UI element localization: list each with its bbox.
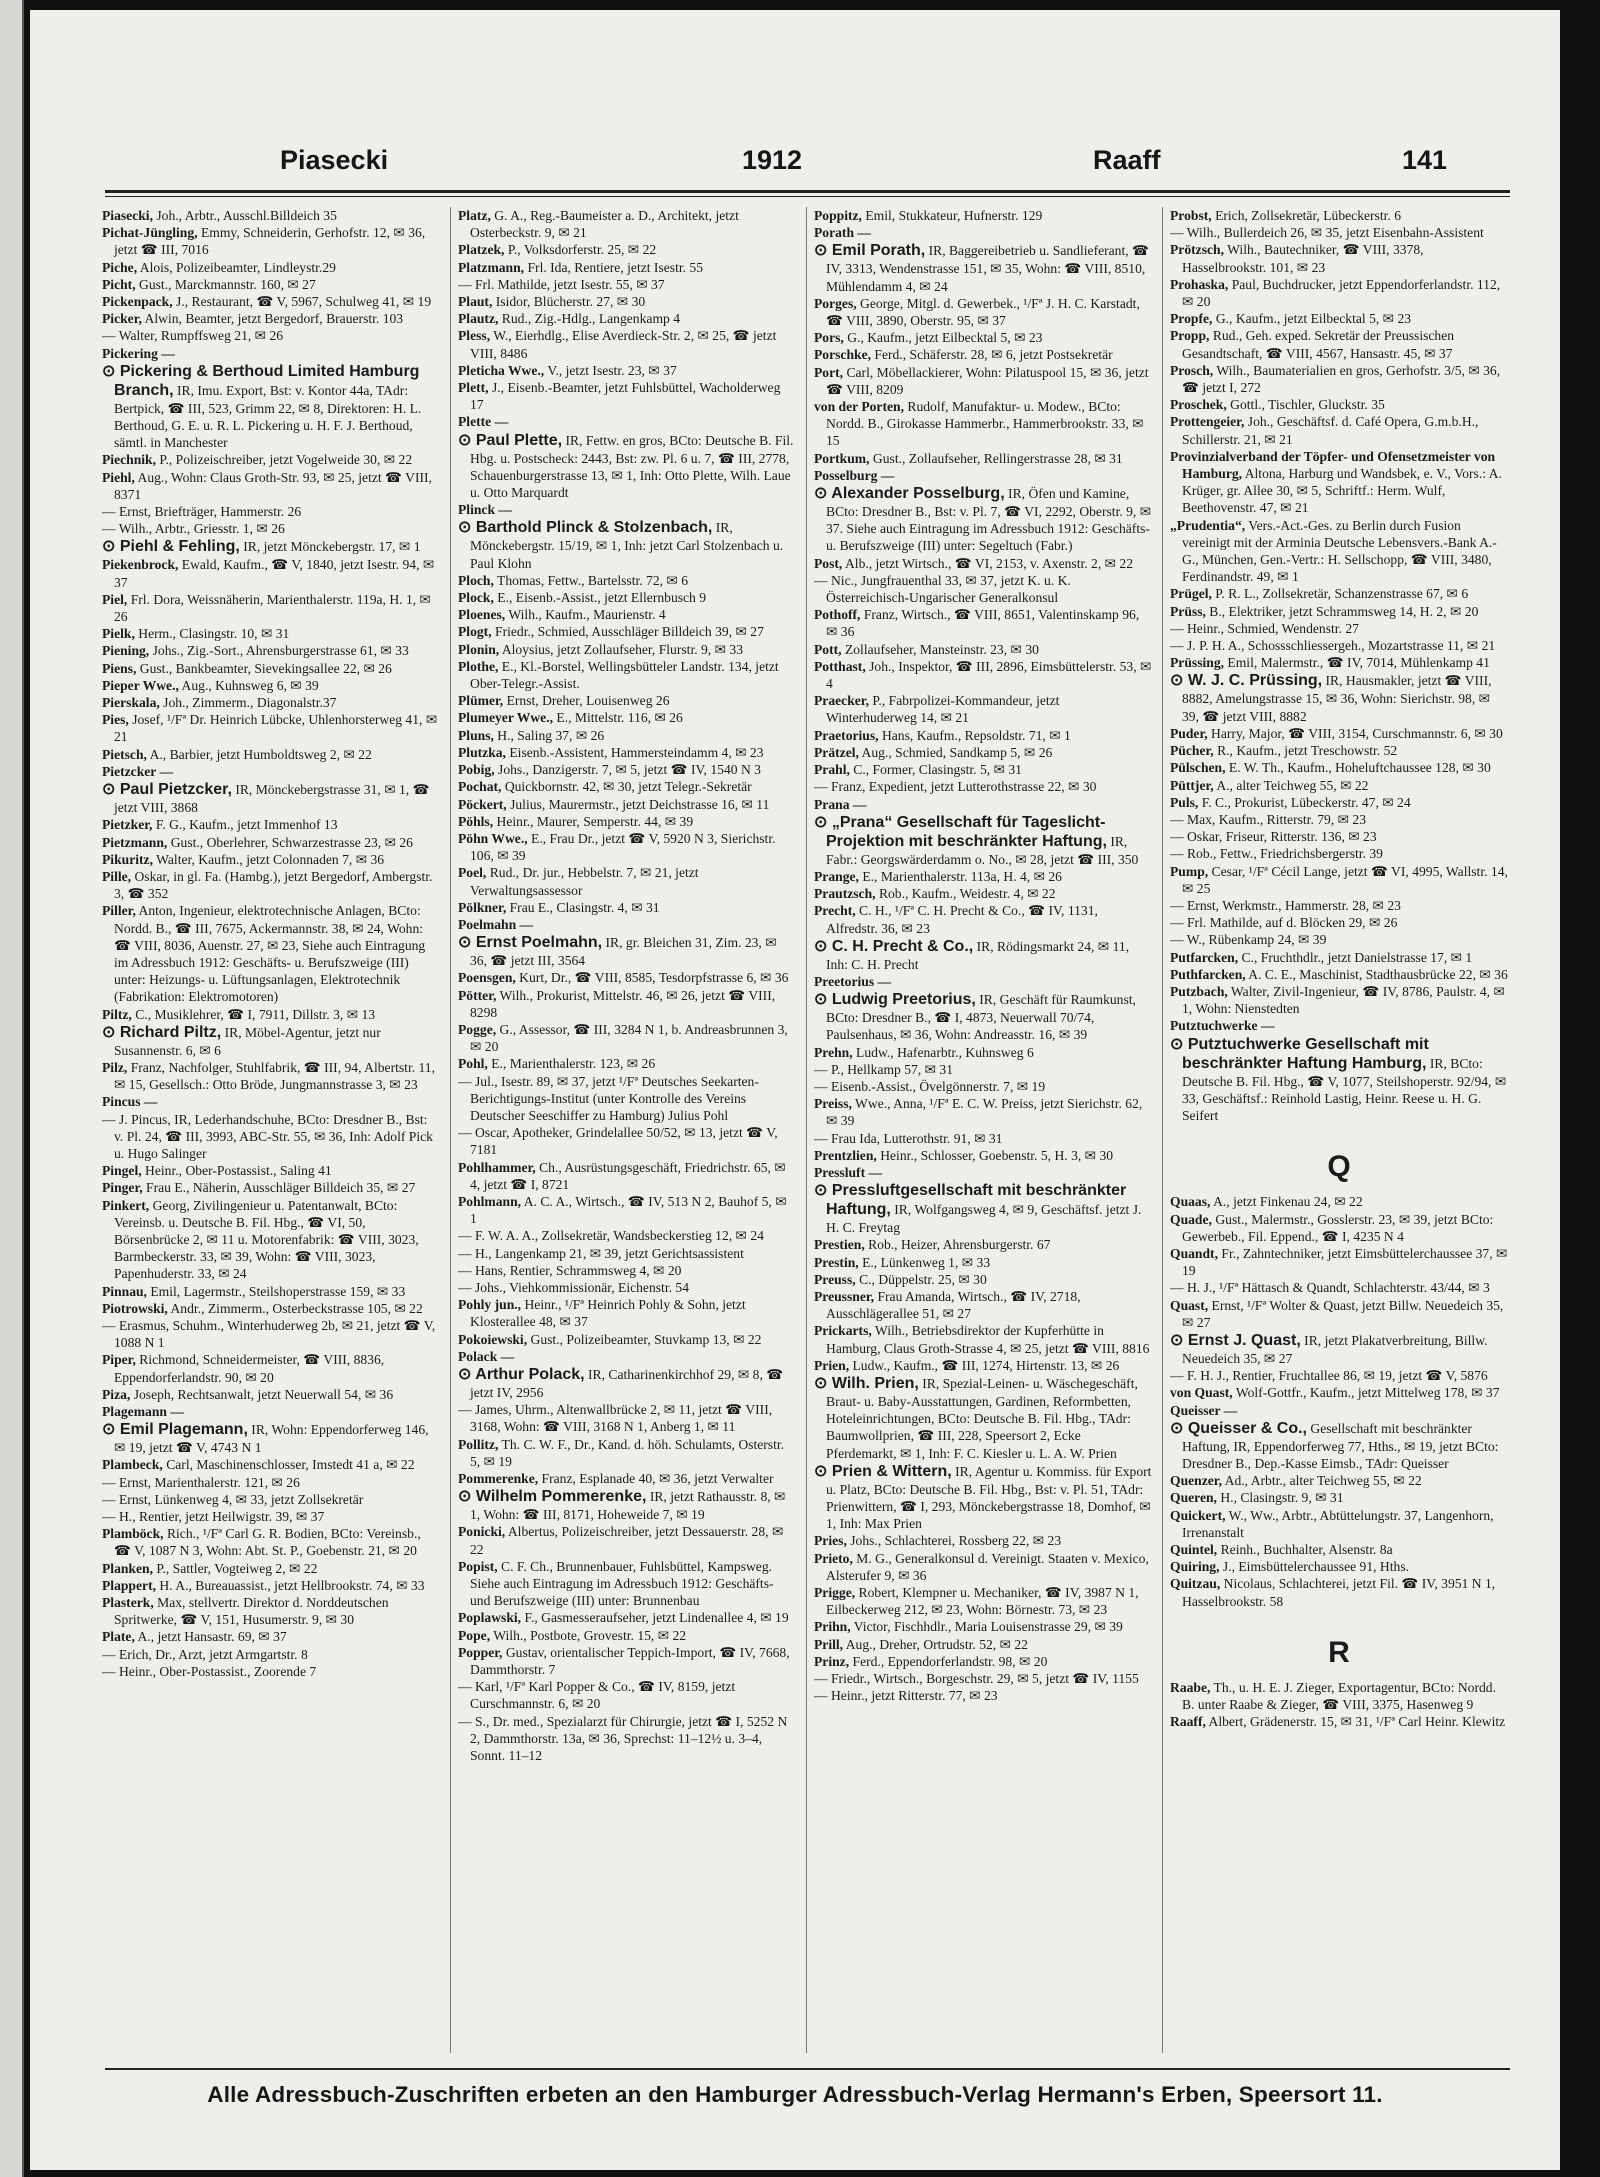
directory-entry: Prehn, Ludw., Hafenarbtr., Kuhnsweg 6 — [814, 1044, 1034, 1060]
directory-entry: Propfe, G., Kaufm., jetzt Eilbecktal 5, ✉ 23 — [1170, 311, 1412, 327]
directory-entry: Propp, Rud., Geh. exped. Sekretär der Preussischen Gesandtschaft, ☎ VIII, 4567, Hansastr. 45, ✉ 37 — [1170, 328, 1455, 361]
directory-entry: Poelmahn — — [458, 916, 534, 932]
directory-entry: ⊙ Emil Plagemann, IR, Wohn: Eppendorferweg 146, ✉ 19, jetzt ☎ V, 4743 N 1 — [102, 1421, 429, 1456]
previous-page-edge — [0, 0, 24, 2177]
directory-entry: Polack — — [458, 1348, 515, 1364]
directory-entry: Pinger, Frau E., Näherin, Ausschläger Billdeich 35, ✉ 27 — [102, 1180, 416, 1196]
directory-entry: Pöhls, Heinr., Maurer, Semperstr. 44, ✉ 39 — [458, 813, 694, 829]
directory-entry: Raabe, Th., u. H. E. J. Zieger, Exportagentur, BCto: Nordd. B. unter Raabe & Zieger, ☎ VIII, 3375, Hasenweg 9 — [1170, 1680, 1497, 1713]
directory-entry: — Oskar, Friseur, Ritterstr. 136, ✉ 23 — [1170, 829, 1377, 845]
directory-entry: Plautz, Rud., Zig.-Hdlg., Langenkamp 4 — [458, 311, 681, 327]
directory-entry: Quade, Gust., Malermstr., Gosslerstr. 23, ✉ 39, jetzt BCto: Gewerbeb., Fil. Eppend., ☎ I, 4235 N 4 — [1170, 1211, 1494, 1244]
directory-entry: Plambeck, Carl, Maschinenschlosser, Imstedt 41 a, ✉ 22 — [102, 1457, 415, 1473]
directory-entry: — Frau Ida, Lutterothstr. 91, ✉ 31 — [814, 1130, 1003, 1146]
directory-entry: — Franz, Expedient, jetzt Lutterothstrasse 22, ✉ 30 — [814, 779, 1097, 795]
directory-entry: ⊙ Paul Plette, IR, Fettw. en gros, BCto: Deutsche B. Fil. Hbg. u. Postscheck: 2443, Bst: zw. Pl. 6 u. 7, ☎ III, 2778, Schauenburgerstrasse 13, ✉ 1, Inh: Otto Plette, Wilh. Laue u. Otto Marquardt — [458, 431, 794, 501]
directory-entry: — Wilh., Bullerdeich 26, ✉ 35, jetzt Eisenbahn-Assistent — [1170, 225, 1484, 241]
directory-entry: Pietzcker — — [102, 763, 174, 779]
directory-entry: Piche, Alois, Polizeibeamter, Lindleystr.29 — [102, 259, 336, 275]
directory-entry: Ploenes, Wilh., Kaufm., Maurienstr. 4 — [458, 607, 666, 623]
directory-entry: Preuss, C., Düppelstr. 25, ✉ 30 — [814, 1271, 987, 1287]
directory-entry: Pothoff, Franz, Wirtsch., ☎ VIII, 8651, Valentinskamp 96, ✉ 36 — [814, 607, 1140, 640]
directory-entry: Püttjer, A., alter Teichweg 55, ✉ 22 — [1170, 777, 1369, 793]
directory-entry: Prickarts, Wilh., Betriebsdirektor der Kupferhütte in Hamburg, Claus Groth-Strasse 4, ✉ 25, jetzt ☎ VIII, 8816 — [814, 1323, 1150, 1356]
directory-entry: Pieper Wwe., Aug., Kuhnsweg 6, ✉ 39 — [102, 677, 319, 693]
directory-entry: Plumeyer Wwe., E., Mittelstr. 116, ✉ 26 — [458, 710, 683, 726]
directory-entry: Pietzmann, Gust., Oberlehrer, Schwarzestrasse 23, ✉ 26 — [102, 834, 413, 850]
directory-entry: Pickenpack, J., Restaurant, ☎ V, 5967, Schulweg 41, ✉ 19 — [102, 294, 432, 310]
directory-entry: Pors, G., Kaufm., jetzt Eilbecktal 5, ✉ 23 — [814, 330, 1043, 346]
directory-entry: Piotrowski, Andr., Zimmerm., Osterbeckstrasse 105, ✉ 22 — [102, 1300, 423, 1316]
directory-entry: — Heinr., jetzt Ritterstr. 77, ✉ 23 — [814, 1688, 998, 1704]
column-divider — [1162, 207, 1163, 2053]
directory-entry: von Quast, Wolf-Gottfr., Kaufm., jetzt Mittelweg 178, ✉ 37 — [1170, 1385, 1500, 1401]
directory-entry: Pölkner, Frau E., Clasingstr. 4, ✉ 31 — [458, 899, 660, 915]
directory-entry: Popper, Gustav, orientalischer Teppich-Import, ☎ IV, 7668, Dammthorstr. 7 — [458, 1644, 790, 1678]
directory-entry: Pohlhammer, Ch., Ausrüstungsgeschäft, Friedrichstr. 65, ✉ 4, jetzt ☎ I, 8721 — [458, 1159, 786, 1192]
directory-entry: — W., Rübenkamp 24, ✉ 39 — [1170, 932, 1327, 948]
directory-entry: Plette — — [458, 414, 509, 430]
directory-entry: — P., Hellkamp 57, ✉ 31 — [814, 1061, 954, 1077]
directory-entry: Provinzialverband der Töpfer- und Ofensetzmeister von Hamburg, Altona, Harburg und Wandsbek, e. V., Vors.: A. Krüger, gr. Allee 30, ✉ 5, Schriftf.: Herm. Wulf, Beethovenstr. 47, ✉ 21 — [1170, 448, 1502, 516]
directory-entry: von der Porten, Rudolf, Manufaktur- u. Modew., BCto: Nordd. B., Girokasse Hammerbr., Hammerbrookstr. 33, ✉ 15 — [814, 399, 1144, 449]
directory-entry: Pope, Wilh., Postbote, Grovestr. 15, ✉ 22 — [458, 1627, 687, 1643]
directory-entry: Planken, P., Sattler, Vogteiweg 2, ✉ 22 — [102, 1560, 318, 1576]
directory-entry: ⊙ Wilh. Prien, IR, Spezial-Leinen- u. Wäschegeschäft, Braut- u. Baby-Ausstattungen, Gardinen, Reformbetten, Hoteleinrichtungen, BCto: Deutsche B. Fil. Hbg., TAdr: Baumwollprien, ☎ III, 228, Speersort 2, Ecke Pferdemarkt, ✉ 1, Inh: F. C. Kiesler u. L. A. W. Prien — [814, 1374, 1138, 1461]
directory-entry: „Prudentia“, Vers.-Act.-Ges. zu Berlin durch Fusion vereinigt mit der Arminia Deutsche Lebensvers.-Bank A.-G., München, Gen.-Vertr.: H. Sellschopp, ☎ VIII, 3480, Ferdinandstr. 49, ✉ 1 — [1170, 517, 1497, 585]
directory-entry: — J. Pincus, IR, Lederhandschuhe, BCto: Dresdner B., Bst: v. Pl. 24, ☎ III, 3993, ABC-Str. 55, ✉ 36, Inh: Adolf Pick u. Hugo Salinger — [102, 1111, 433, 1161]
directory-entry: Pötter, Wilh., Prokurist, Mittelstr. 46, ✉ 26, jetzt ☎ VIII, 8298 — [458, 987, 776, 1020]
directory-entry: — Heinr., Ober-Postassist., Zoorende 7 — [102, 1663, 317, 1679]
directory-entry: Prüss, B., Elektriker, jetzt Schrammsweg 14, H. 2, ✉ 20 — [1170, 603, 1479, 619]
directory-entry: Pielk, Herm., Clasingstr. 10, ✉ 31 — [102, 626, 290, 642]
directory-entry: Prottengeier, Joh., Geschäftsf. d. Café Opera, G.m.b.H., Schillerstr. 21, ✉ 21 — [1170, 414, 1479, 447]
header-first-name: Piasecki — [280, 145, 389, 175]
directory-entry: Prien, Ludw., Kaufm., ☎ III, 1274, Hirtenstr. 13, ✉ 26 — [814, 1357, 1120, 1373]
directory-entry: Quandt, Fr., Zahntechniker, jetzt Eimsbüttelerchaussee 37, ✉ 19 — [1170, 1245, 1508, 1279]
directory-entry: Piens, Gust., Bankbeamter, Sievekingsallee 22, ✉ 26 — [102, 660, 392, 676]
directory-entry: — Frl. Mathilde, auf d. Blöcken 29, ✉ 26 — [1170, 915, 1398, 931]
directory-entry: — H., Rentier, jetzt Heilwigstr. 39, ✉ 37 — [102, 1509, 325, 1525]
directory-entry: ⊙ Ernst Poelmahn, IR, gr. Bleichen 31, Zim. 23, ✉ 36, ☎ jetzt III, 3564 — [458, 934, 777, 969]
column-3 — [814, 207, 1152, 2053]
directory-entry: Prohaska, Paul, Buchdrucker, jetzt Eppendorferlandstr. 112, ✉ 20 — [1170, 276, 1501, 310]
directory-entry: Prügel, P. R. L., Zollsekretär, Schanzenstrasse 67, ✉ 6 — [1170, 586, 1469, 602]
directory-entry: Pott, Zollaufseher, Mansteinstr. 23, ✉ 30 — [814, 641, 1039, 657]
directory-entry: ⊙ Queisser & Co., Gesellschaft mit beschränkter Haftung, IR, Eppendorferweg 77, Hths., ✉ 19, jetzt BCto: Dresdner B., Dep.-Kasse Eimsb., TAdr: Queisser — [1170, 1419, 1499, 1471]
footer-rule — [105, 2068, 1510, 2070]
directory-entry: Putztuchwerke — — [1170, 1018, 1275, 1034]
directory-entry: Praetorius, Hans, Kaufm., Repsoldstr. 71, ✉ 1 — [814, 727, 1071, 743]
directory-entry: Plogt, Friedr., Schmied, Ausschläger Billdeich 39, ✉ 27 — [458, 624, 764, 640]
directory-entry: Plonin, Aloysius, jetzt Zollaufseher, Flurstr. 9, ✉ 33 — [458, 641, 743, 657]
directory-entry: Pille, Oskar, in gl. Fa. (Hambg.), jetzt Bergedorf, Ambergstr. 3, ☎ 352 — [102, 868, 433, 902]
directory-entry: Plappert, H. A., Bureauassist., jetzt Hellbrookstr. 74, ✉ 33 — [102, 1577, 425, 1593]
directory-entry: Pücher, R., Kaufm., jetzt Treschowstr. 52 — [1170, 743, 1398, 759]
directory-entry: Plinck — — [458, 502, 513, 518]
directory-entry: Pilz, Franz, Nachfolger, Stuhlfabrik, ☎ III, 94, Albertstr. 11, ✉ 15, Gesellsch.: Otto Bröde, Jungmannstrasse 3, ✉ 23 — [102, 1059, 436, 1093]
directory-entry: Porschke, Ferd., Schäferstr. 28, ✉ 6, jetzt Postsekretär — [814, 347, 1113, 363]
directory-entry: Picht, Gust., Marckmannstr. 160, ✉ 27 — [102, 276, 316, 292]
column-4 — [1170, 207, 1508, 2053]
directory-entry: Quitzau, Nicolaus, Schlachterei, jetzt Fil. ☎ IV, 3951 N 1, Hasselbrookstr. 58 — [1170, 1576, 1496, 1609]
directory-entry: — Frl. Mathilde, jetzt Isestr. 55, ✉ 37 — [458, 276, 665, 292]
directory-entry: ⊙ Prien & Wittern, IR, Agentur u. Kommiss. für Export u. Platz, BCto: Deutsche B. Fil. Hbg., Bst: v. Pl. 51, TAdr: Prienwittern, ☎ I, 293, Mönckebergstrasse 18, Domhof, ✉ 1, Inh: Max Prien — [814, 1462, 1152, 1532]
directory-entry: — Jul., Isestr. 89, ✉ 37, jetzt ¹/Fª Deutsches Seekarten-Berichtigungs-Institut (unter Kontrolle des Vereins Deutscher Seeschiffer zu Hamburg) Julius Pohl — [458, 1073, 759, 1123]
directory-entry: — Wilh., Arbtr., Griesstr. 1, ✉ 26 — [102, 521, 285, 537]
directory-entry: Pleticha Wwe., V., jetzt Isestr. 23, ✉ 37 — [458, 362, 677, 378]
directory-entry: Prautzsch, Rob., Kaufm., Weidestr. 4, ✉ 22 — [814, 886, 1056, 902]
directory-entry: — Walter, Rumpffsweg 21, ✉ 26 — [102, 328, 284, 344]
directory-entry: Pickering — — [102, 345, 175, 361]
directory-entry: Plaut, Isidor, Blücherstr. 27, ✉ 30 — [458, 294, 646, 310]
directory-entry: Prestien, Rob., Heizer, Ahrensburgerstr. 67 — [814, 1237, 1051, 1253]
directory-entry: Queren, H., Clasingstr. 9, ✉ 31 — [1170, 1490, 1344, 1506]
directory-entry: Precht, C. H., ¹/Fª C. H. Precht & Co., ☎ IV, 1131, Alfredstr. 36, ✉ 23 — [814, 903, 1098, 936]
directory-entry: Piper, Richmond, Schneidermeister, ☎ VIII, 8836, Eppendorferlandstr. 90, ✉ 20 — [102, 1352, 385, 1385]
directory-entry: Prieto, M. G., Generalkonsul d. Vereinigt. Staaten v. Mexico, Alsterufer 9, ✉ 36 — [814, 1550, 1149, 1583]
directory-entry: Piza, Joseph, Rechtsanwalt, jetzt Neuerwall 54, ✉ 36 — [102, 1386, 394, 1402]
directory-entry: Post, Alb., jetzt Wirtsch., ☎ VI, 2153, v. Axenstr. 2, ✉ 22 — [814, 555, 1134, 571]
directory-entry: Pokoiewski, Gust., Polizeibeamter, Stuvkamp 13, ✉ 22 — [458, 1331, 762, 1347]
directory-entry: Quiring, J., Eimsbüttelerchaussee 91, Hths. — [1170, 1559, 1410, 1575]
directory-entry: Porges, George, Mitgl. d. Gewerbek., ¹/Fª J. H. C. Karstadt, ☎ VIII, 3890, Oberstr. 95, ✉ 37 — [814, 295, 1140, 329]
directory-entry: Pies, Josef, ¹/Fª Dr. Heinrich Lübcke, Uhlenhorsterweg 41, ✉ 21 — [102, 712, 438, 745]
entry-columns — [102, 207, 1512, 2053]
directory-entry: Pikuritz, Walter, Kaufm., jetzt Colonnaden 7, ✉ 36 — [102, 851, 385, 867]
directory-entry: Pless, W., Eierhdlg., Elise Averdieck-Str. 2, ✉ 25, ☎ jetzt VIII, 8486 — [458, 328, 777, 361]
directory-entry: Poensgen, Kurt, Dr., ☎ VIII, 8585, Tesdorpfstrasse 6, ✉ 36 — [458, 970, 789, 986]
directory-entry: — Heinr., Schmied, Wendenstr. 27 — [1170, 620, 1359, 636]
directory-entry: ⊙ Pickering & Berthoud Limited Hamburg Branch, IR, Imu. Export, Bst: v. Kontor 44a, TAdr: Bertpick, ☎ III, 523, Grimm 22, ✉ 8, Direktoren: H. L. Berthoud, G. E. u. R. L. Pickering u. H. F. J. Berthoud, sämtl. in Manchester — [102, 362, 422, 451]
header-last-name: Raaff — [1093, 145, 1161, 175]
directory-entry: — Ernst, Briefträger, Hammerstr. 26 — [102, 504, 302, 520]
directory-entry: Plümer, Ernst, Dreher, Louisenweg 26 — [458, 693, 670, 709]
directory-entry: Ploch, Thomas, Fettw., Bartelsstr. 72, ✉ 6 — [458, 572, 689, 588]
directory-entry: Raaff, Albert, Grädenerstr. 15, ✉ 31, ¹/Fª Carl Heinr. Klewitz — [1170, 1714, 1506, 1730]
directory-entry: ⊙ „Prana“ Gesellschaft für Tageslicht-Projektion mit beschränkter Haftung, IR, Fabr.: Georgswärderdamm o. No., ✉ 28, jetzt ☎ III, 350 — [814, 813, 1139, 867]
column-1 — [102, 207, 440, 2053]
directory-entry: Prill, Aug., Dreher, Ortrudstr. 52, ✉ 22 — [814, 1636, 1028, 1652]
directory-entry: Pohl, E., Marienthalerstr. 123, ✉ 26 — [458, 1056, 656, 1072]
directory-entry: — Nic., Jungfrauenthal 33, ✉ 37, jetzt K. u. K. Österreichisch-Ungarischer Generalkonsul — [814, 572, 1071, 606]
directory-entry: Prestin, E., Lünkenweg 1, ✉ 33 — [814, 1254, 991, 1270]
directory-entry: — F. W. A. A., Zollsekretär, Wandsbeckerstieg 12, ✉ 24 — [458, 1228, 764, 1244]
directory-entry: — J. P. H. A., Schossschliessergeh., Mozartstrasse 11, ✉ 21 — [1170, 638, 1496, 654]
directory-entry: — Karl, ¹/Fª Karl Popper & Co., ☎ IV, 8159, jetzt Curschmannstr. 6, ✉ 20 — [458, 1679, 736, 1712]
directory-entry: — Erasmus, Schuhm., Winterhuderweg 2b, ✉ 21, jetzt ☎ V, 1088 N 1 — [102, 1317, 436, 1351]
directory-entry: — Hans, Rentier, Schrammsweg 4, ✉ 20 — [458, 1262, 682, 1278]
directory-entry: Putfarcken, C., Fruchthdlr., jetzt Danielstrasse 17, ✉ 1 — [1170, 949, 1473, 965]
directory-entry: Queisser — — [1170, 1402, 1238, 1418]
header-rule — [105, 190, 1510, 193]
directory-entry: Quenzer, Ad., Arbtr., alter Teichweg 55, ✉ 22 — [1170, 1473, 1422, 1489]
directory-entry: Port, Carl, Möbellackierer, Wohn: Pilatuspool 15, ✉ 36, jetzt ☎ VIII, 8209 — [814, 364, 1149, 397]
page-number: 141 — [1402, 145, 1448, 175]
directory-entry: ⊙ Emil Porath, IR, Baggereibetrieb u. Sandlieferant, ☎ IV, 3313, Wendenstrasse 151, ✉ 35, Wohn: ☎ VIII, 8510, Mühlendamm 4, ✉ 24 — [814, 242, 1149, 294]
directory-entry: Piekenbrock, Ewald, Kaufm., ☎ V, 1840, jetzt Isestr. 94, ✉ 37 — [102, 557, 435, 590]
directory-entry: Platzek, P., Volksdorferstr. 25, ✉ 22 — [458, 242, 657, 258]
directory-entry: Pluns, H., Saling 37, ✉ 26 — [458, 727, 605, 743]
directory-entry: ⊙ W. J. C. Prüssing, IR, Hausmakler, jetzt ☎ VIII, 8882, Amelungstrasse 15, ✉ 36, Wohn: Sierichstr. 98, ✉ 39, ☎ jetzt VIII, 8882 — [1170, 672, 1492, 724]
directory-entry: Picker, Alwin, Beamter, jetzt Bergedorf, Brauerstr. 103 — [102, 311, 404, 327]
directory-entry: Pietsch, A., Barbier, jetzt Humboldtsweg 2, ✉ 22 — [102, 746, 372, 762]
directory-entry: Pichat-Jüngling, Emmy, Schneiderin, Gerhofstr. 12, ✉ 36, jetzt ☎ III, 7016 — [102, 225, 426, 258]
directory-entry: Platzmann, Frl. Ida, Rentiere, jetzt Isestr. 55 — [458, 259, 704, 275]
directory-entry: Pierskala, Joh., Zimmerm., Diagonalstr.37 — [102, 695, 337, 711]
letter-section-heading: R — [1328, 1635, 1350, 1669]
directory-entry: Piller, Anton, Ingenieur, elektrotechnische Anlagen, BCto: Nordd. B., ☎ III, 7675, Ackermannstr. 38, ✉ 24, Wohn: ☎ VIII, 8036, Auenstr. 27, ✉ 23, Siehe auch Eintragung im Adressbuch 1912: Geschäfts- u. Berufszweige (III) unter: Heizungs- u. Lüftungsanlagen, Elektrotechnik (Fabrikation: Elektromotoren) — [102, 903, 426, 1005]
directory-entry: Piltz, C., Musiklehrer, ☎ I, 7911, Dillstr. 3, ✉ 13 — [102, 1006, 376, 1022]
running-header — [30, 145, 1560, 185]
directory-entry: ⊙ Wilhelm Pommerenke, IR, jetzt Rathausstr. 8, ✉ 1, Wohn: ☎ III, 8171, Hoheweide 7, ✉ 19 — [458, 1488, 786, 1523]
directory-entry: — James, Uhrm., Altenwallbrücke 2, ✉ 11, jetzt ☎ VIII, 3168, Wohn: ☎ VIII, 3168 N 1, Anberg 1, ✉ 11 — [458, 1402, 773, 1435]
directory-entry: Prentzlien, Heinr., Schlosser, Goebenstr. 5, H. 3, ✉ 30 — [814, 1147, 1114, 1163]
directory-entry: Prätzel, Aug., Schmied, Sandkamp 5, ✉ 26 — [814, 744, 1053, 760]
directory-entry: Pinnau, Emil, Lagermstr., Steilshoperstrasse 159, ✉ 33 — [102, 1283, 406, 1299]
directory-entry: Piasecki, Joh., Arbtr., Ausschl.Billdeich 35 — [102, 208, 337, 223]
directory-entry: Praecker, P., Fabrpolizei-Kommandeur, jetzt Winterhuderweg 14, ✉ 21 — [814, 693, 1060, 726]
column-2 — [458, 207, 796, 2053]
directory-entry: Poppitz, Emil, Stukkateur, Hufnerstr. 129 — [814, 208, 1043, 223]
directory-entry: Pochat, Quickbornstr. 42, ✉ 30, jetzt Telegr.-Sekretär — [458, 779, 752, 795]
directory-entry: — Oscar, Apotheker, Grindelallee 50/52, ✉ 13, jetzt ☎ V, 7181 — [458, 1125, 778, 1158]
directory-entry: Plasterk, Max, stellvertr. Direktor d. Norddeutschen Spritwerke, ☎ V, 151, Husumerstr. 9, ✉ 30 — [102, 1595, 389, 1628]
directory-entry: ⊙ Pressluftgesellschaft mit beschränkter Haftung, IR, Wolfgangsweg 4, ✉ 9, Geschäftsf. jetzt J. H. C. Freytag — [814, 1182, 1142, 1236]
directory-entry: Prana — — [814, 796, 867, 812]
directory-entry: Piel, Frl. Dora, Weissnäherin, Marienthalerstr. 119a, H. 1, ✉ 26 — [102, 591, 431, 625]
directory-entry: — Ernst, Lünkenweg 4, ✉ 33, jetzt Zollsekretär — [102, 1491, 364, 1507]
directory-entry: Prinz, Ferd., Eppendorferlandstr. 98, ✉ 20 — [814, 1653, 1048, 1669]
directory-entry: Popist, C. F. Ch., Brunnenbauer, Fuhlsbüttel, Kampsweg. Siehe auch Eintragung im Adressbuch 1912: Geschäfts- und Berufszweige (III) unter: Brunnenbau — [458, 1558, 774, 1609]
directory-entry: ⊙ Ludwig Preetorius, IR, Geschäft für Raumkunst, BCto: Dresdner B., ☎ I, 4873, Neuerwall 70/74, Paulsenhaus, ✉ 36, Wohn: Andreasstr. 16, ✉ 39 — [814, 991, 1136, 1043]
directory-entry: ⊙ Richard Piltz, IR, Möbel-Agentur, jetzt nur Susannenstr. 6, ✉ 6 — [102, 1023, 381, 1058]
directory-entry: Quaas, A., jetzt Finkenau 24, ✉ 22 — [1170, 1194, 1363, 1210]
directory-entry: Plett, J., Eisenb.-Beamter, jetzt Fuhlsbüttel, Wacholderweg 17 — [458, 380, 781, 413]
directory-entry: — Johs., Viehkommissionär, Eichenstr. 54 — [458, 1279, 689, 1295]
directory-entry: Plothe, E., Kl.-Borstel, Wellingsbütteler Landstr. 134, jetzt Ober-Telegr.-Assist. — [458, 658, 779, 692]
directory-entry: Piechnik, P., Polizeischreiber, jetzt Vogelweide 30, ✉ 22 — [102, 452, 413, 468]
directory-entry: Piening, Johs., Zig.-Sort., Ahrensburgerstrasse 61, ✉ 33 — [102, 643, 409, 659]
directory-entry: — S., Dr. med., Spezialarzt für Chirurgie, jetzt ☎ I, 5252 N 2, Dammthorstr. 13a, ✉ 36, Sprechst: 11–12½ u. 3–4, Sonnt. 11–12 — [458, 1713, 788, 1764]
directory-entry: ⊙ Barthold Plinck & Stolzenbach, IR, Mönckebergstr. 15/19, ✉ 1, Inh: jetzt Carl Stolzenbach u. Paul Klohn — [458, 519, 784, 571]
directory-entry: — H., Langenkamp 21, ✉ 39, jetzt Gerichtsassistent — [458, 1245, 744, 1261]
directory-entry: ⊙ Arthur Polack, IR, Catharinenkirchhof 29, ✉ 8, ☎ jetzt IV, 2956 — [458, 1366, 784, 1400]
letter-section-heading: Q — [1327, 1150, 1351, 1184]
directory-entry: Pöhn Wwe., E., Frau Dr., jetzt ☎ V, 5920 N 3, Sierichstr. 106, ✉ 39 — [458, 830, 776, 864]
directory-entry: Pincus — — [102, 1094, 158, 1110]
directory-entry: Plate, A., jetzt Hansastr. 69, ✉ 37 — [102, 1629, 287, 1645]
directory-entry: Prötzsch, Wilh., Bautechniker, ☎ VIII, 3378, Hasselbrookstr. 101, ✉ 23 — [1170, 242, 1424, 275]
directory-entry: Preetorius — — [814, 973, 892, 989]
directory-entry: Pinkert, Georg, Zivilingenieur u. Patentanwalt, BCto: Vereinsb. u. Deutsche B. Fil. Hbg., ☎ VI, 50, Börsenbrücke 2, ✉ 11 u. Motorenfabrik: ☎ VIII, 3023, Barmbeckerstr. 33, ✉ 39, Wohn: ☎ VIII, 3023, Papenhuderstr. 33, ✉ 24 — [102, 1197, 419, 1282]
directory-entry: Prange, E., Marienthalerstr. 113a, H. 4, ✉ 26 — [814, 868, 1062, 884]
directory-entry: Pressluft — — [814, 1164, 883, 1180]
directory-entry: ⊙ Putztuchwerke Gesellschaft mit beschränkter Haftung Hamburg, IR, BCto: Deutsche B. Fil. Hbg., ☎ V, 1077, Steilshoperstr. 92/94, ✉ 33, Geschäftsf.: Reinhold Lastig, Heinr. Reese u. H. G. Seifert — [1170, 1035, 1507, 1123]
directory-entry: Pollitz, Th. C. W. F., Dr., Kand. d. höh. Schulamts, Osterstr. 5, ✉ 19 — [458, 1436, 785, 1469]
directory-entry: — Ernst, Marienthalerstr. 121, ✉ 26 — [102, 1474, 300, 1490]
directory-entry: Prihn, Victor, Fischhdlr., Maria Louisenstrasse 29, ✉ 39 — [814, 1619, 1123, 1635]
directory-entry: Quintel, Reinh., Buchhalter, Alsenstr. 8a — [1170, 1542, 1393, 1558]
directory-entry: — Rob., Fettw., Friedrichsbergerstr. 39 — [1170, 846, 1383, 862]
directory-entry: — Eisenb.-Assist., Övelgönnerstr. 7, ✉ 19 — [814, 1078, 1046, 1094]
directory-entry: Quickert, W., Ww., Arbtr., Abtüttelungstr. 37, Langenhorn, Irrenanstalt — [1170, 1507, 1494, 1540]
directory-entry: Plagemann — — [102, 1404, 184, 1419]
directory-entry: Prüssing, Emil, Malermstr., ☎ IV, 7014, Mühlenkamp 41 — [1170, 655, 1490, 671]
directory-entry: — H. J., ¹/Fª Hättasch & Quandt, Schlachterstr. 43/44, ✉ 3 — [1170, 1280, 1490, 1296]
directory-entry: ⊙ Piehl & Fehling, IR, jetzt Mönckebergstr. 17, ✉ 1 — [102, 538, 421, 556]
directory-entry: Quast, Ernst, ¹/Fª Wolter & Quast, jetzt Billw. Neuedeich 35, ✉ 27 — [1170, 1297, 1504, 1330]
directory-entry: Pingel, Heinr., Ober-Postassist., Saling 41 — [102, 1163, 332, 1179]
directory-entry: Prahl, C., Former, Clasingstr. 5, ✉ 31 — [814, 762, 1022, 778]
directory-entry: Preiss, Wwe., Anna, ¹/Fª E. C. W. Preiss, jetzt Sierichstr. 62, ✉ 39 — [814, 1096, 1143, 1129]
directory-entry: Probst, Erich, Zollsekretär, Lübeckerstr. 6 — [1170, 208, 1401, 223]
directory-entry: Preussner, Frau Amanda, Wirtsch., ☎ IV, 2718, Ausschlägerallee 51, ✉ 27 — [814, 1288, 1081, 1322]
header-year: 1912 — [742, 145, 803, 175]
directory-entry: Portkum, Gust., Zollaufseher, Rellingerstrasse 28, ✉ 31 — [814, 450, 1123, 466]
directory-entry: Prosch, Wilh., Baumaterialien en gros, Gerhofstr. 3/5, ✉ 36, ☎ jetzt I, 272 — [1170, 362, 1501, 396]
directory-entry: Poplawski, F., Gasmesseraufseher, jetzt Lindenallee 4, ✉ 19 — [458, 1610, 789, 1626]
publisher-footer: Alle Adressbuch-Zuschriften erbeten an den Hamburger Adressbuch-Verlag Hermann's Erben, Speersort 11. — [207, 2082, 1383, 2107]
directory-entry: Puder, Harry, Major, ☎ VIII, 3154, Curschmannstr. 6, ✉ 30 — [1170, 725, 1503, 741]
directory-entry: — Friedr., Wirtsch., Borgeschstr. 29, ✉ 5, jetzt ☎ IV, 1155 — [814, 1671, 1139, 1687]
directory-entry: — Erich, Dr., Arzt, jetzt Armgartstr. 8 — [102, 1646, 308, 1662]
directory-entry: Platz, G. A., Reg.-Baumeister a. D., Architekt, jetzt Osterbeckstr. 9, ✉ 21 — [458, 208, 739, 241]
directory-entry: Piehl, Aug., Wohn: Claus Groth-Str. 93, ✉ 25, jetzt ☎ VIII, 8371 — [102, 469, 432, 502]
header-rule-thin — [105, 196, 1510, 197]
directory-entry: Pump, Cesar, ¹/Fª Cécil Lange, jetzt ☎ VI, 4995, Wallstr. 14, ✉ 25 — [1170, 863, 1508, 896]
column-divider — [450, 207, 451, 2053]
directory-entry: ⊙ Alexander Posselburg, IR, Öfen und Kamine, BCto: Dresdner B., Bst: v. Pl. 7, ☎ VI, 2292, Oberstr. 9, ✉ 37. Siehe auch Eintragung im Adressbuch 1912: Geschäfts- u. Berufszweige (III) unter: Segeltuch (Fabr.) — [814, 485, 1152, 554]
directory-entry: Pietzker, F. G., Kaufm., jetzt Immenhof 13 — [102, 817, 338, 833]
directory-entry: Potthast, Joh., Inspektor, ☎ III, 2896, Eimsbüttelerstr. 53, ✉ 4 — [814, 658, 1152, 692]
directory-entry: Proschek, Gottl., Tischler, Gluckstr. 35 — [1170, 397, 1385, 413]
directory-entry: Posselburg — — [814, 467, 895, 483]
directory-entry: ⊙ Ernst J. Quast, IR, jetzt Plakatverbreitung, Billw. Neuedeich 35, ✉ 27 — [1170, 1331, 1488, 1366]
directory-entry: Pülschen, E. W. Th., Kaufm., Hoheluftchaussee 128, ✉ 30 — [1170, 760, 1491, 776]
directory-entry: Poel, Rud., Dr. jur., Hebbelstr. 7, ✉ 21, jetzt Verwaltungsassessor — [458, 865, 699, 898]
directory-entry: Puls, F. C., Prokurist, Lübeckerstr. 47, ✉ 24 — [1170, 794, 1411, 810]
directory-entry: Prigge, Robert, Klempner u. Mechaniker, ☎ IV, 3987 N 1, Eilbeckerweg 212, ✉ 23, Wohn: Börnestr. 73, ✉ 23 — [814, 1585, 1139, 1618]
directory-entry: Pohlmann, A. C. A., Wirtsch., ☎ IV, 513 N 2, Bauhof 5, ✉ 1 — [458, 1193, 787, 1227]
directory-entry: Pohly jun., Heinr., ¹/Fª Heinrich Pohly & Sohn, jetzt Klosterallee 48, ✉ 37 — [458, 1297, 746, 1330]
directory-entry: — F. H. J., Rentier, Fruchtallee 86, ✉ 19, jetzt ☎ V, 5876 — [1170, 1368, 1488, 1384]
directory-entry: Plutzka, Eisenb.-Assistent, Hammersteindamm 4, ✉ 23 — [458, 744, 764, 760]
directory-entry: Putzbach, Walter, Zivil-Ingenieur, ☎ IV, 8786, Paulstr. 4, ✉ 1, Wohn: Nienstedten — [1170, 983, 1505, 1017]
directory-entry: Ponicki, Albertus, Polizeischreiber, jetzt Dessauerstr. 28, ✉ 22 — [458, 1524, 784, 1557]
directory-entry: — Ernst, Werkmstr., Hammerstr. 28, ✉ 23 — [1170, 897, 1401, 913]
directory-entry: Plamböck, Rich., ¹/Fª Carl G. R. Bodien, BCto: Vereinsb., ☎ V, 1087 N 3, Wohn: Abt. St. P., Goebenstr. 21, ✉ 20 — [102, 1526, 421, 1559]
directory-entry: Pogge, G., Assessor, ☎ III, 3284 N 1, b. Andreasbrunnen 3, ✉ 20 — [458, 1021, 788, 1055]
directory-entry: — Max, Kaufm., Ritterstr. 79, ✉ 23 — [1170, 811, 1367, 827]
directory-entry: Pöckert, Julius, Maurermstr., jetzt Deichstrasse 16, ✉ 11 — [458, 796, 770, 812]
column-divider — [806, 207, 807, 2053]
directory-entry: Pommerenke, Franz, Esplanade 40, ✉ 36, jetzt Verwalter — [458, 1471, 774, 1487]
directory-entry: Pobig, Johs., Danzigerstr. 7, ✉ 5, jetzt ☎ IV, 1540 N 3 — [458, 762, 761, 778]
directory-entry: Pries, Johs., Schlachterei, Rossberg 22, ✉ 23 — [814, 1533, 1062, 1549]
directory-entry: Porath — — [814, 225, 872, 241]
directory-entry: Puthfarcken, A. C. E., Maschinist, Stadthausbrücke 22, ✉ 36 — [1170, 966, 1508, 982]
directory-page — [30, 10, 1560, 2170]
directory-entry: ⊙ C. H. Precht & Co., IR, Rödingsmarkt 24, ✉ 11, Inh: C. H. Precht — [814, 937, 1130, 972]
directory-entry: Plock, E., Eisenb.-Assist., jetzt Ellernbusch 9 — [458, 590, 707, 606]
directory-entry: ⊙ Paul Pietzcker, IR, Mönckebergstrasse 31, ✉ 1, ☎ jetzt VIII, 3868 — [102, 781, 430, 816]
